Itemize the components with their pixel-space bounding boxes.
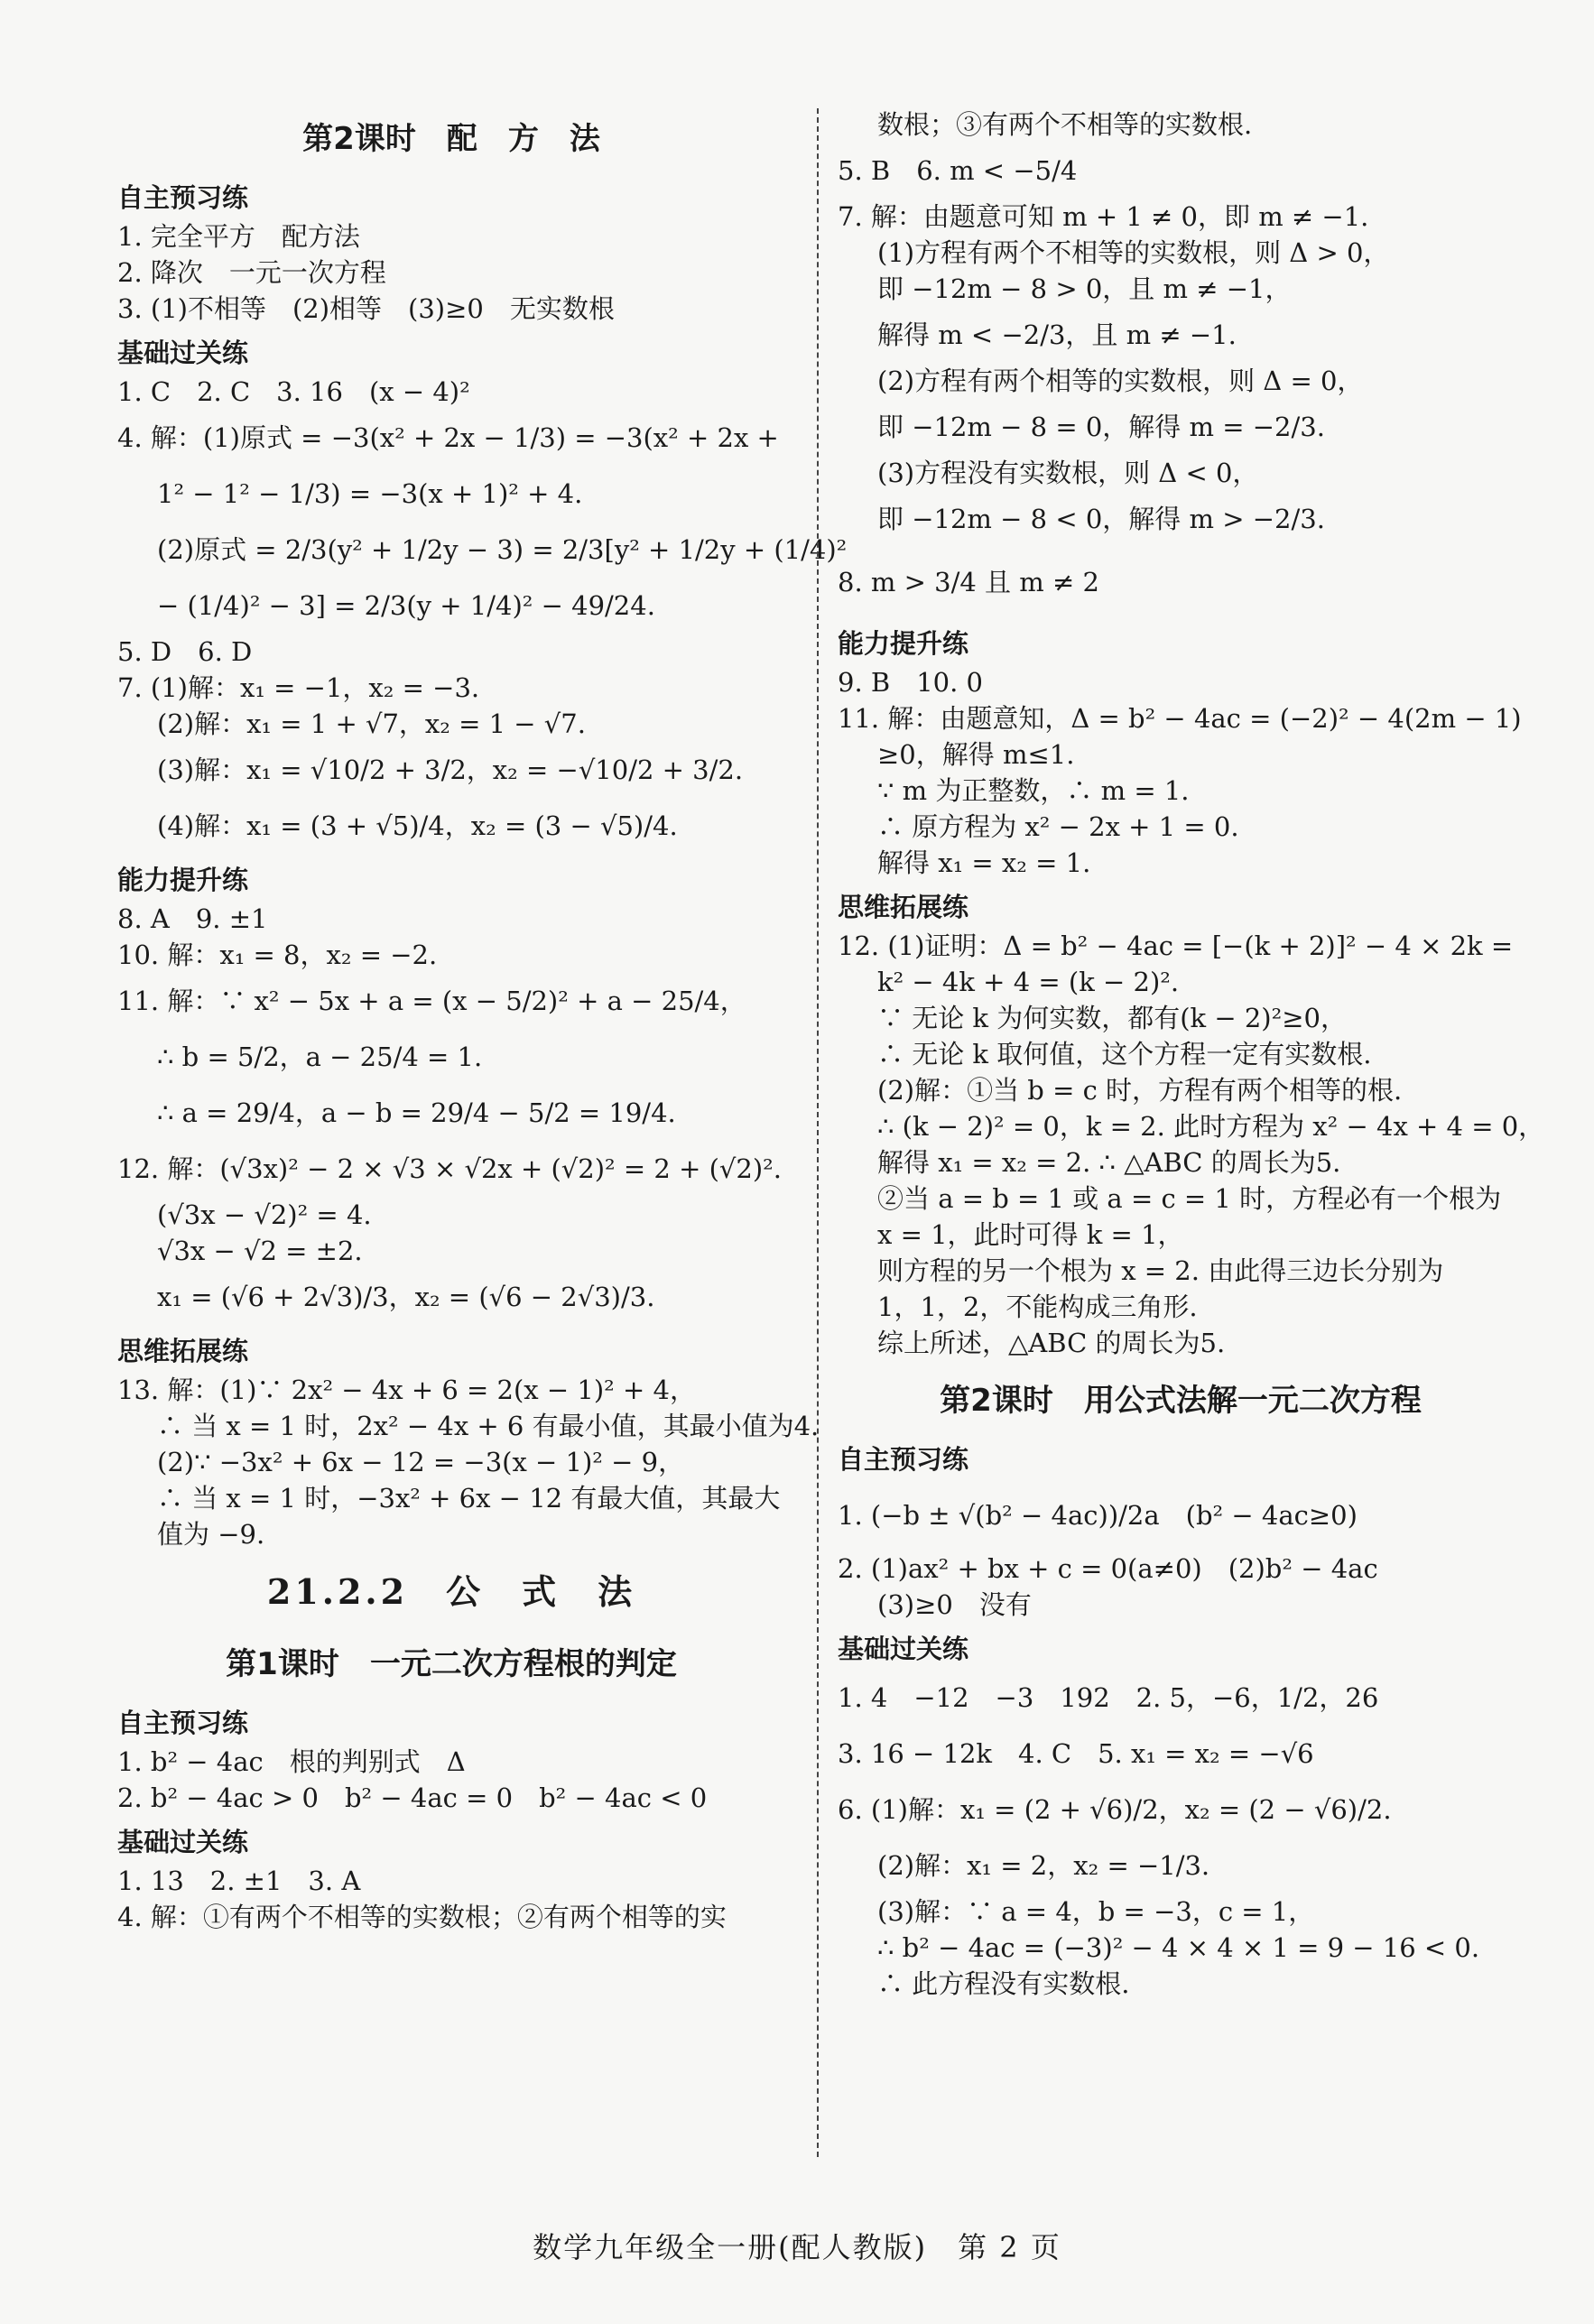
answer-line: 值为 −9. xyxy=(157,1519,265,1550)
answer-line: 即 −12m − 8 < 0，解得 m > −2/3. xyxy=(877,504,1325,534)
page-footer: 数学九年级全一册(配人教版) 第 2 页 xyxy=(533,2230,1061,2264)
answer-line: 11. 解：∵ x² − 5x + a = (x − 5/2)² + a − 25/4， xyxy=(117,986,746,1016)
answer-line: 12. (1)证明：Δ = b² − 4ac = [−(k + 2)]² − 4 × 2k = xyxy=(838,931,1514,961)
left-column xyxy=(117,99,848,1935)
answer-line: ∵ 无论 k 为何实数，都有(k − 2)²≥0， xyxy=(877,1003,1347,1033)
section-heading: 自主预习练 xyxy=(838,1444,969,1475)
answer-line: 1. 完全平方 配方法 xyxy=(117,221,360,252)
answer-line: (3)解：∵ a = 4，b = −3，c = 1， xyxy=(877,1896,1315,1927)
answer-line: 3. 16 − 12k 4. C 5. x₁ = x₂ = −√6 xyxy=(838,1738,1314,1769)
answer-line: 1. b² − 4ac 根的判别式 Δ xyxy=(117,1746,466,1777)
answer-line: 解得 x₁ = x₂ = 2. ∴ △ABC 的周长为5. xyxy=(877,1147,1341,1178)
answer-line: ∴ (k − 2)² = 0，k = 2. 此时方程为 x² − 4x + 4 = 0， xyxy=(877,1111,1545,1142)
answer-line: 6. (1)解：x₁ = (2 + √6)/2，x₂ = (2 − √6)/2. xyxy=(838,1794,1392,1825)
answer-line: − (1/4)² − 3] = 2/3(y + 1/4)² − 49/24. xyxy=(157,590,655,621)
answer-line: 1. C 2. C 3. 16 (x − 4)² xyxy=(117,376,470,407)
answer-line: 8. A 9. ±1 xyxy=(117,903,268,934)
answer-line: x₁ = (√6 + 2√3)/3，x₂ = (√6 − 2√3)/3. xyxy=(157,1282,655,1312)
answer-line: ∴ 无论 k 取何值，这个方程一定有实数根. xyxy=(877,1039,1372,1069)
answer-line: (3)方程没有实数根，则 Δ < 0， xyxy=(877,458,1259,488)
section-heading: 思维拓展练 xyxy=(117,1336,249,1366)
answer-line: 即 −12m − 8 > 0，且 m ≠ −1， xyxy=(877,273,1292,304)
answer-line: 12. 解：(√3x)² − 2 × √3 × √2x + (√2)² = 2 + (√2)². xyxy=(117,1153,782,1184)
answer-line: ∵ m 为正整数，∴ m = 1. xyxy=(877,775,1190,806)
answer-line: 数根；③有两个不相等的实数根. xyxy=(877,109,1253,140)
section-heading: 基础过关练 xyxy=(117,338,249,368)
answer-line: 2. 降次 一元一次方程 xyxy=(117,257,386,288)
answer-line: (2)解：x₁ = 1 + √7，x₂ = 1 − √7. xyxy=(157,708,586,739)
answer-line: ∴ 当 x = 1 时，2x² − 4x + 6 有最小值，其最小值为4. xyxy=(157,1411,820,1441)
answer-line: (√3x − √2)² = 4. xyxy=(157,1199,372,1230)
answer-line: x = 1，此时可得 k = 1， xyxy=(877,1219,1184,1250)
answer-line: 10. 解：x₁ = 8，x₂ = −2. xyxy=(117,940,438,970)
column-divider xyxy=(817,108,819,2157)
answer-line: 5. D 6. D xyxy=(117,636,253,667)
answer-line: 8. m > 3/4 且 m ≠ 2 xyxy=(838,567,1099,597)
answer-line: 2. (1)ax² + bx + c = 0(a≠0) (2)b² − 4ac xyxy=(838,1553,1378,1584)
answer-line: ∴ 原方程为 x² − 2x + 1 = 0. xyxy=(877,811,1239,842)
answer-line: 9. B 10. 0 xyxy=(838,667,983,698)
answer-line: 1. 4 −12 −3 192 2. 5，−6，1/2，26 xyxy=(838,1682,1379,1713)
answer-line: ②当 a = b = 1 或 a = c = 1 时，方程必有一个根为 xyxy=(877,1183,1502,1214)
answer-line: (4)解：x₁ = (3 + √5)/4，x₂ = (3 − √5)/4. xyxy=(157,810,678,841)
section-heading: 自主预习练 xyxy=(117,1708,249,1738)
answer-line: (2)方程有两个相等的实数根，则 Δ = 0， xyxy=(877,366,1364,396)
answer-line: 13. 解：(1)∵ 2x² − 4x + 6 = 2(x − 1)² + 4， xyxy=(117,1375,696,1405)
answer-line: 则方程的另一个根为 x = 2. 由此得三边长分别为 xyxy=(877,1255,1444,1286)
answer-line: (2)∵ −3x² + 6x − 12 = −3(x − 1)² − 9， xyxy=(157,1447,685,1477)
answer-line: 1² − 1² − 1/3) = −3(x + 1)² + 4. xyxy=(157,478,583,509)
lesson-title: 第1课时 一元二次方程根的判定 xyxy=(226,1646,677,1682)
answer-line: ∴ a = 29/4，a − b = 29/4 − 5/2 = 19/4. xyxy=(157,1097,676,1128)
answer-line: 解得 m < −2/3，且 m ≠ −1. xyxy=(877,319,1237,350)
section-heading: 自主预习练 xyxy=(117,182,249,213)
answer-line: 1. 13 2. ±1 3. A xyxy=(117,1866,361,1896)
answer-line: 解得 x₁ = x₂ = 1. xyxy=(877,847,1091,878)
answer-line: ∴ b = 5/2，a − 25/4 = 1. xyxy=(157,1042,483,1072)
answer-line: (2)原式 = 2/3(y² + 1/2y − 3) = 2/3[y² + 1/2y + (1/4)² xyxy=(157,534,848,565)
answer-line: (2)解：x₁ = 2，x₂ = −1/3. xyxy=(877,1850,1210,1881)
answer-line: (3)≥0 没有 xyxy=(877,1589,1032,1620)
answer-line: 4. 解：①有两个不相等的实数根；②有两个相等的实 xyxy=(117,1902,727,1932)
answer-line: 1，1，2，不能构成三角形. xyxy=(877,1292,1198,1322)
answer-line: √3x − √2 = ±2. xyxy=(157,1236,363,1266)
answer-line: (3)解：x₁ = √10/2 + 3/2，x₂ = −√10/2 + 3/2. xyxy=(157,755,744,785)
answer-line: 综上所述，△ABC 的周长为5. xyxy=(877,1328,1226,1358)
answer-line: ≥0，解得 m≤1. xyxy=(877,739,1075,770)
right-column xyxy=(838,106,1545,2002)
answer-line: ∴ b² − 4ac = (−3)² − 4 × 4 × 1 = 9 − 16 < 0. xyxy=(877,1932,1480,1963)
answer-line: 即 −12m − 8 = 0，解得 m = −2/3. xyxy=(877,412,1325,442)
answer-line: ∴ 此方程没有实数根. xyxy=(877,1968,1130,1999)
section-heading: 基础过关练 xyxy=(117,1827,249,1857)
answer-line: (1)方程有两个不相等的实数根，则 Δ > 0， xyxy=(877,237,1390,268)
answer-line: ∴ 当 x = 1 时，−3x² + 6x − 12 有最大值，其最大 xyxy=(157,1483,781,1514)
answer-line: 2. b² − 4ac > 0 b² − 4ac = 0 b² − 4ac < 0 xyxy=(117,1782,708,1813)
section-title: 21.2.2 公 式 法 xyxy=(266,1571,636,1612)
lesson-title: 第2课时 配 方 法 xyxy=(302,121,600,157)
answer-line: 7. (1)解：x₁ = −1，x₂ = −3. xyxy=(117,672,480,703)
answer-line: 5. B 6. m < −5/4 xyxy=(838,155,1078,186)
answer-line: 1. (−b ± √(b² − 4ac))/2a (b² − 4ac≥0) xyxy=(838,1500,1358,1531)
answer-line: 4. 解：(1)原式 = −3(x² + 2x − 1/3) = −3(x² + 2x + xyxy=(117,422,779,453)
answer-line: 11. 解：由题意知，Δ = b² − 4ac = (−2)² − 4(2m − 1) xyxy=(838,703,1522,734)
section-heading: 能力提升练 xyxy=(838,628,969,659)
answer-line: (2)解：①当 b = c 时，方程有两个相等的根. xyxy=(877,1075,1403,1106)
section-heading: 能力提升练 xyxy=(117,865,249,895)
lesson-title: 第2课时 用公式法解一元二次方程 xyxy=(940,1383,1422,1419)
answer-line: 3. (1)不相等 (2)相等 (3)≥0 无实数根 xyxy=(117,293,615,324)
section-heading: 思维拓展练 xyxy=(838,892,969,922)
answer-line: k² − 4k + 4 = (k − 2)². xyxy=(877,967,1180,997)
answer-line: 7. 解：由题意可知 m + 1 ≠ 0，即 m ≠ −1. xyxy=(838,201,1369,232)
section-heading: 基础过关练 xyxy=(838,1634,969,1664)
